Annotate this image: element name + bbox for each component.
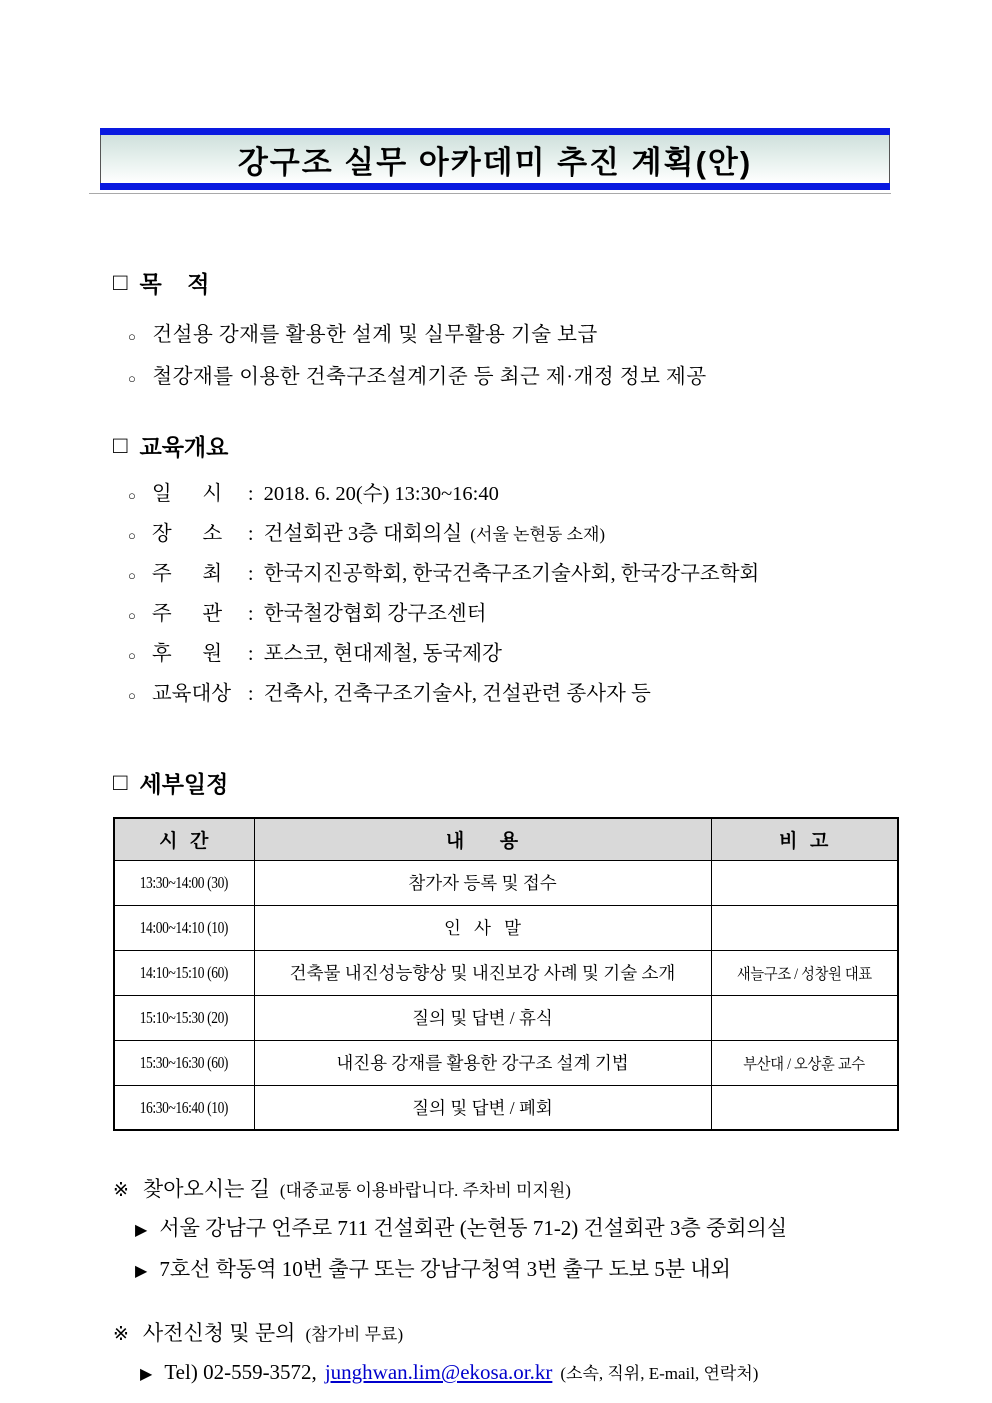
banner-bottom-bar: [100, 183, 890, 190]
schedule-time-text: 15:10~15:30 (20): [140, 1008, 229, 1027]
circle-bullet-icon: ○: [128, 648, 136, 663]
contact-suffix: (소속, 직위, E-mail, 연락처): [560, 1364, 759, 1383]
title-banner: [100, 128, 890, 190]
schedule-header-note: 비 고: [711, 818, 898, 860]
schedule-time-text: 14:10~15:10 (60): [140, 963, 229, 982]
overview-row-datetime: [128, 476, 897, 516]
schedule-note-cell: [711, 1040, 898, 1085]
page-title: 강구조 실무 아카데미 추진 계획(안): [237, 144, 753, 180]
overview-label: 주 최: [151, 563, 223, 585]
schedule-note-cell: [711, 995, 898, 1040]
arrow-icon: ▶: [135, 1263, 148, 1280]
schedule-time-text: 14:00~14:10 (10): [140, 918, 229, 937]
schedule-time-cell: [114, 1040, 254, 1085]
schedule-row: [114, 860, 898, 905]
square-bullet-icon: □: [113, 769, 128, 796]
arrow-icon: ▶: [140, 1366, 153, 1383]
overview-colon: :: [247, 603, 254, 625]
schedule-note-cell: [711, 1085, 898, 1130]
schedule-time-text: 16:30~16:40 (10): [140, 1097, 229, 1117]
section-overview: [95, 429, 897, 716]
overview-colon: :: [247, 563, 254, 585]
circle-bullet-icon: ○: [128, 371, 137, 386]
circle-bullet-icon: ○: [128, 488, 136, 503]
overview-row-host: [128, 556, 897, 596]
purpose-item: [128, 315, 897, 357]
overview-label: 일 시: [151, 483, 223, 505]
schedule-time-text: 15:30~16:30 (60): [140, 1053, 229, 1072]
overview-colon: :: [247, 483, 254, 505]
contact-heading: [113, 1317, 897, 1347]
overview-row-organizer: [128, 596, 897, 636]
schedule-row: [114, 1085, 898, 1130]
overview-row-venue: [128, 516, 897, 556]
schedule-content-cell: 질의 및 답변 / 휴식: [254, 995, 711, 1040]
overview-value: 포스코, 현대제철, 동국제강: [263, 643, 502, 665]
schedule-heading-label: 세부일정: [139, 771, 229, 797]
schedule-time-cell: [114, 1085, 254, 1130]
circle-bullet-icon: ○: [128, 329, 137, 344]
purpose-heading-label: 목 적: [139, 271, 210, 297]
overview-row-audience: [128, 676, 897, 716]
section-purpose: [95, 266, 897, 399]
schedule-header-row: [114, 818, 898, 860]
circle-bullet-icon: ○: [128, 568, 136, 583]
square-bullet-icon: □: [113, 432, 128, 459]
schedule-table: [113, 817, 899, 1131]
square-bullet-icon: □: [113, 269, 128, 296]
contact-tel: Tel) 02-559-3572,: [164, 1360, 317, 1384]
schedule-time-cell: [114, 995, 254, 1040]
schedule-content-cell: 내진용 강재를 활용한 강구조 설계 기법: [254, 1040, 711, 1085]
overview-value: 한국철강협회 강구조센터: [263, 603, 487, 625]
directions-line-text: 서울 강남구 언주로 711 건설회관 (논현동 71-2) 건설회관 3층 중회의실: [159, 1216, 788, 1240]
overview-label: 주 관: [151, 603, 223, 625]
schedule-time-cell: [114, 950, 254, 995]
schedule-note-cell: [711, 905, 898, 950]
reference-mark-icon: ※: [113, 1180, 129, 1201]
schedule-header-time: 시 간: [114, 818, 254, 860]
schedule-content-cell: 질의 및 답변 / 폐회: [254, 1085, 711, 1130]
purpose-item-text: 건설용 강재를 활용한 설계 및 실무활용 기술 보급: [152, 324, 598, 346]
schedule-note-cell: [711, 860, 898, 905]
schedule-heading: [113, 766, 897, 799]
schedule-content-cell: 인 사 말: [254, 905, 711, 950]
section-schedule: [95, 766, 897, 1131]
arrow-icon: ▶: [135, 1222, 148, 1239]
schedule-content-cell: 참가자 등록 및 접수: [254, 860, 711, 905]
contact-line: [140, 1359, 897, 1385]
circle-bullet-icon: ○: [128, 608, 136, 623]
schedule-note-text: 부산대 / 오상훈 교수: [743, 1055, 866, 1073]
purpose-item: [128, 357, 897, 399]
schedule-row: [114, 995, 898, 1040]
purpose-item-text: 철강재를 이용한 건축구조설계기준 등 최근 제·개정 정보 제공: [152, 366, 707, 388]
schedule-time-cell: [114, 860, 254, 905]
banner-rule-line: [89, 193, 891, 194]
schedule-note-cell: [711, 950, 898, 995]
contact-email-link[interactable]: junghwan.lim@ekosa.or.kr: [324, 1360, 553, 1384]
directions-line: [135, 1209, 897, 1250]
schedule-row: [114, 1040, 898, 1085]
banner-body: [100, 135, 890, 183]
overview-colon: :: [247, 643, 254, 665]
directions-line: [135, 1250, 897, 1291]
directions-line-text: 7호선 학동역 10번 출구 또는 강남구청역 3번 출구 도보 5분 내외: [159, 1257, 731, 1281]
schedule-time-cell: [114, 905, 254, 950]
contact-heading-label: 사전신청 및 문의: [142, 1321, 296, 1345]
overview-value: 건설회관 3층 대회의실: [263, 523, 463, 545]
overview-value: 건축사, 건축구조기술사, 건설관련 종사자 등: [263, 683, 651, 705]
overview-heading-label: 교육개요: [139, 434, 229, 460]
circle-bullet-icon: ○: [128, 688, 136, 703]
directions-heading: [113, 1173, 897, 1203]
purpose-heading: [113, 266, 897, 299]
schedule-row: [114, 950, 898, 995]
overview-heading: [113, 429, 897, 462]
schedule-note-text: 새늘구조 / 성창원 대표: [736, 965, 872, 983]
banner-top-bar: [100, 128, 890, 135]
purpose-list: [128, 315, 897, 399]
contact-heading-note: (참가비 무료): [305, 1325, 404, 1344]
overview-row-sponsor: [128, 636, 897, 676]
schedule-header-content: 내 용: [254, 818, 711, 860]
section-directions: [95, 1173, 897, 1291]
reference-mark-icon: ※: [113, 1324, 129, 1345]
schedule-content-cell: 건축물 내진성능향상 및 내진보강 사례 및 기술 소개: [254, 950, 711, 995]
overview-colon: :: [247, 523, 254, 545]
overview-label: 장 소: [151, 523, 223, 545]
overview-value: 한국지진공학회, 한국건축구조기술사회, 한국강구조학회: [263, 563, 760, 585]
overview-value-note: (서울 논현동 소재): [470, 525, 606, 544]
directions-list: [135, 1209, 897, 1291]
circle-bullet-icon: ○: [128, 528, 136, 543]
schedule-time-text: 13:30~14:00 (30): [140, 873, 229, 892]
overview-label: 후 원: [151, 643, 223, 665]
overview-value: 2018. 6. 20(수) 13:30~16:40: [263, 483, 499, 505]
directions-heading-label: 찾아오시는 길: [142, 1177, 270, 1201]
section-contact: [95, 1317, 897, 1385]
overview-colon: :: [247, 683, 254, 705]
schedule-row: [114, 905, 898, 950]
overview-list: [128, 476, 897, 716]
directions-heading-note: (대중교통 이용바랍니다. 주차비 미지원): [279, 1181, 571, 1200]
overview-label: 교육대상: [151, 683, 232, 705]
